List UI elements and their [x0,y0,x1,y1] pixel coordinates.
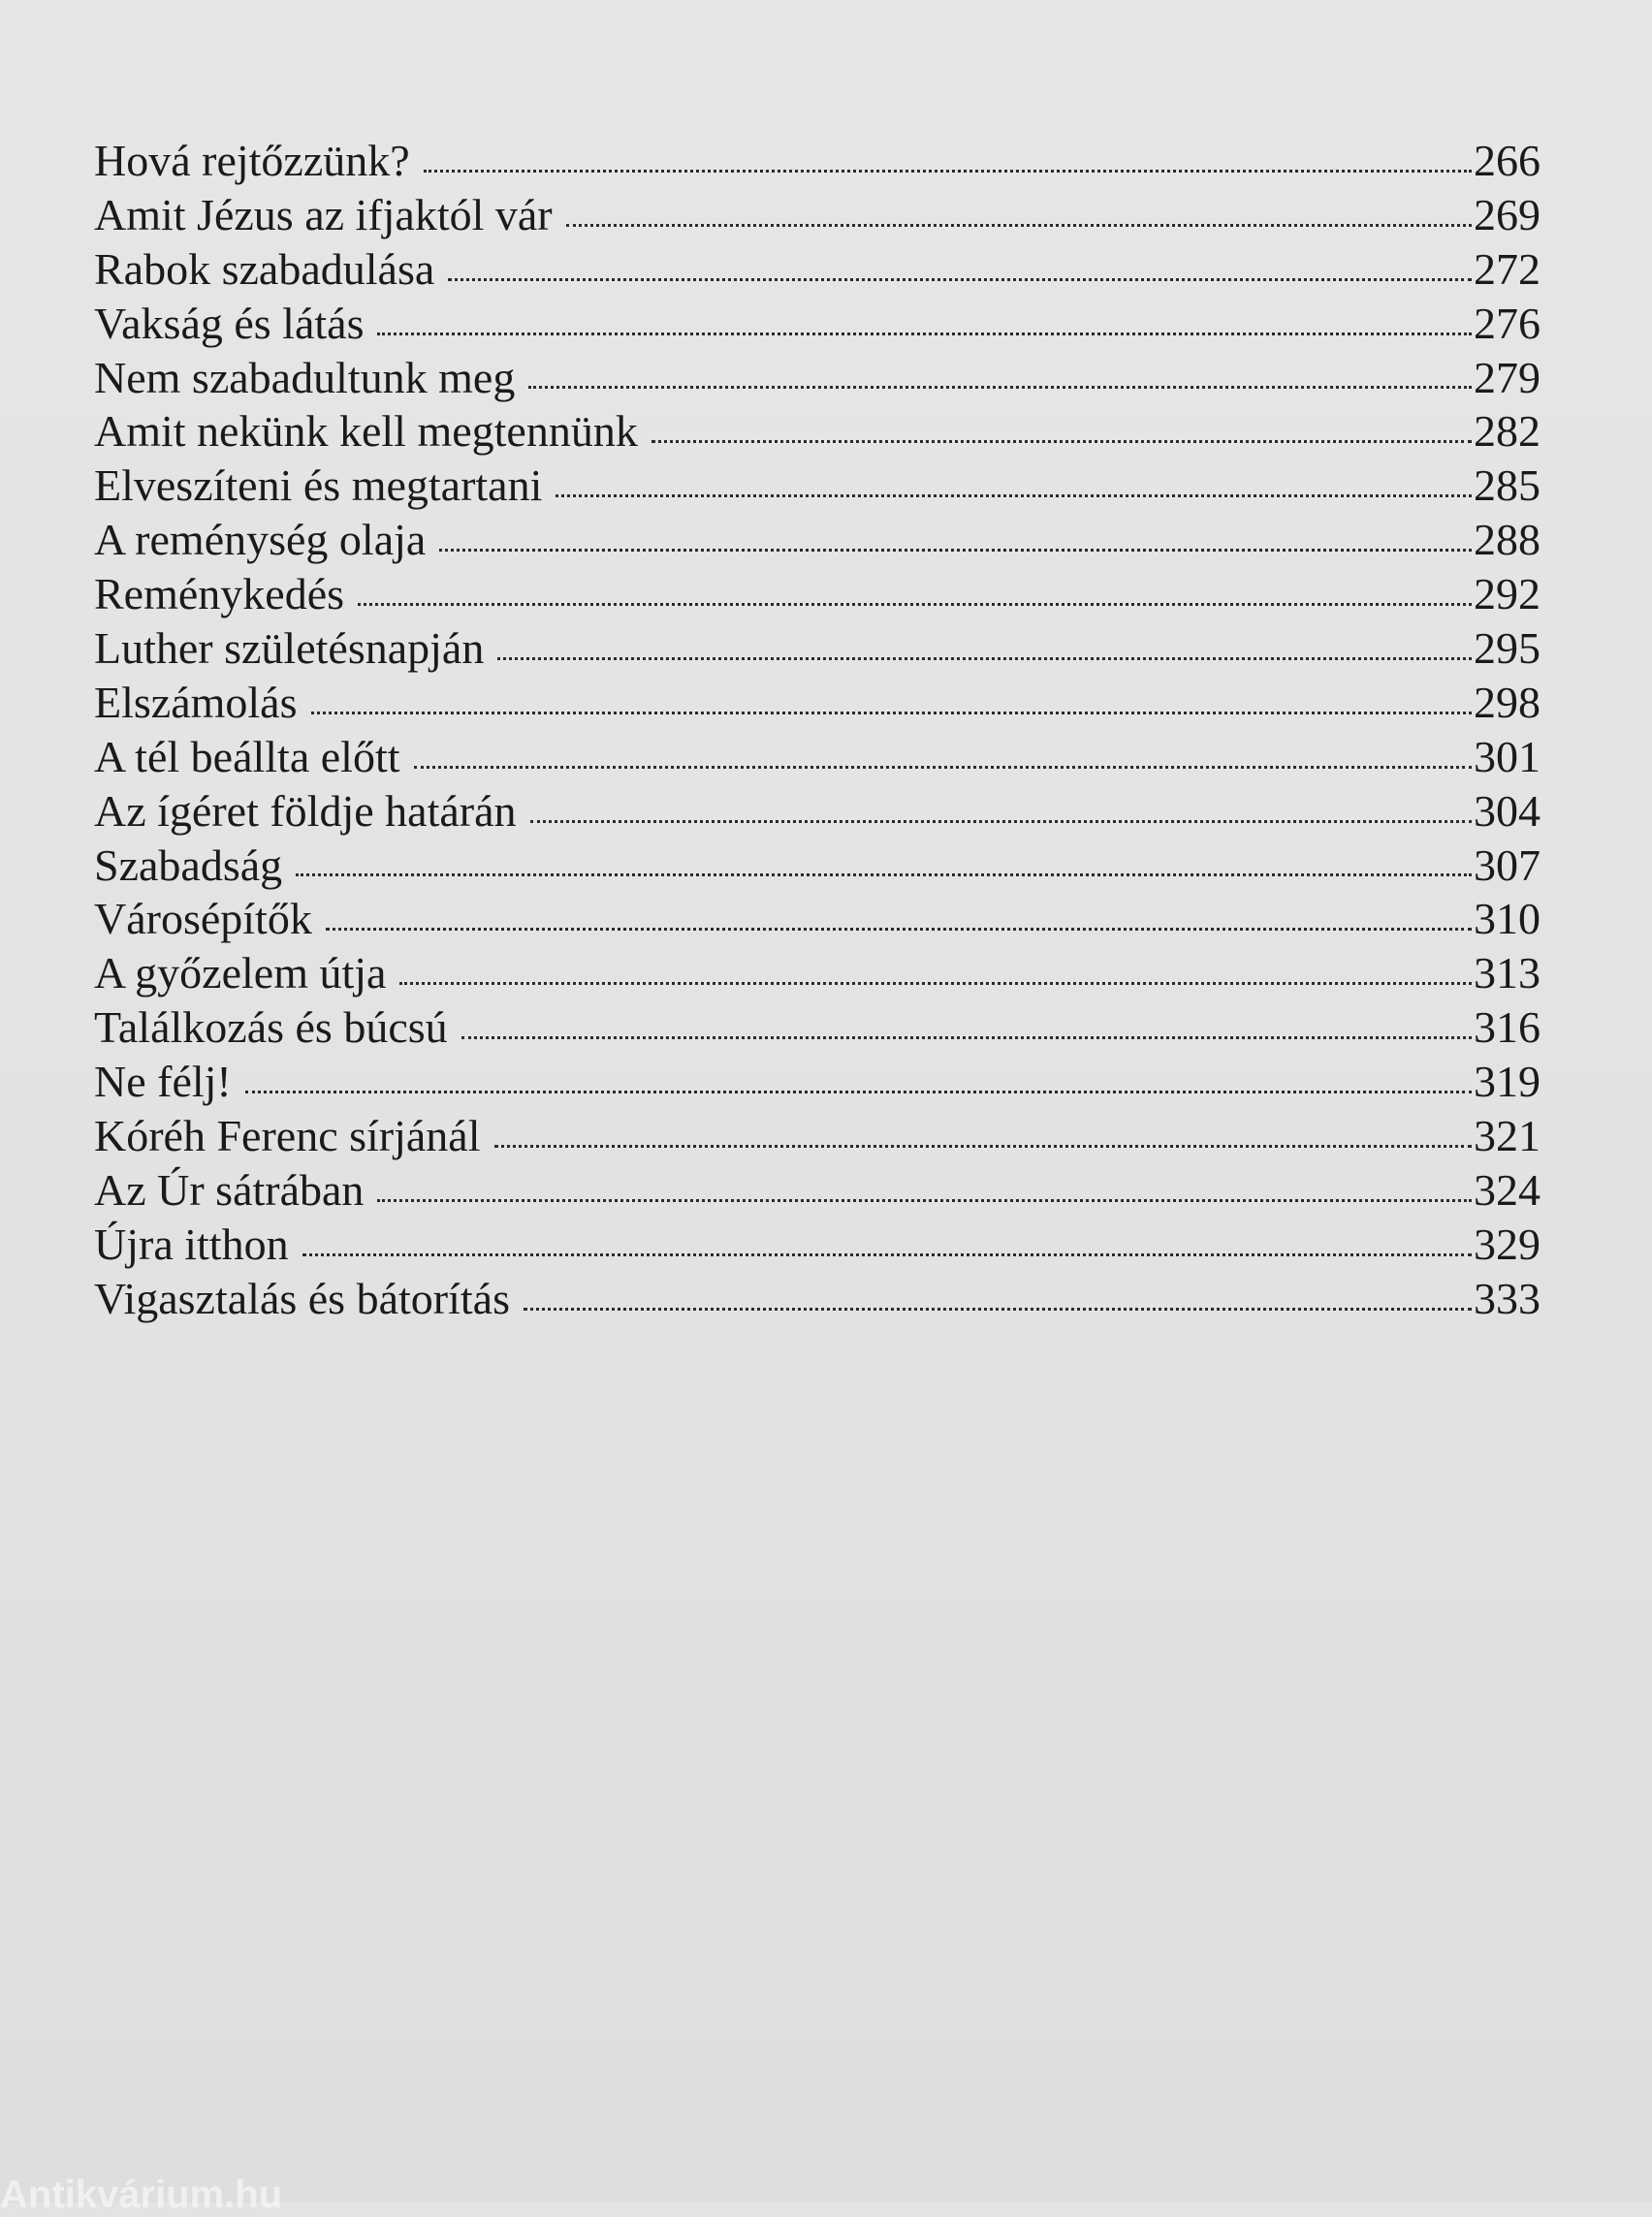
dot-leader [377,333,1472,335]
dot-leader [311,712,1473,714]
toc-entry-title: Az Úr sátrában [94,1164,365,1215]
toc-entry-page-number: 292 [1474,569,1541,619]
toc-entry-title: A győzelem útja [94,948,387,998]
toc-entry-title: Vigasztalás és bátorítás [94,1273,510,1323]
toc-entry-title: Rabok szabadulása [94,243,435,294]
toc-entry [94,784,1541,839]
toc-entry-page-number: 279 [1474,352,1541,402]
toc-entry [94,1109,1541,1163]
dot-leader [377,1199,1472,1202]
toc-entry-title: Újra itthon [94,1219,289,1269]
toc-entry [94,730,1541,784]
toc-entry [94,1055,1541,1109]
toc-entry-page-number: 319 [1474,1057,1541,1107]
toc-entry-page-number: 301 [1474,731,1541,781]
toc-entry [94,351,1541,405]
toc-entry-title: Az ígéret földje határán [94,785,517,836]
toc-entry-page-number: 288 [1474,515,1541,565]
toc-entry [94,1000,1541,1055]
dot-leader [528,386,1472,389]
toc-entry [94,567,1541,621]
toc-entry-title: Elveszíteni és megtartani [94,460,543,511]
toc-entry [94,1272,1541,1326]
toc-entry-page-number: 269 [1474,189,1541,239]
dot-leader [651,440,1472,443]
toc-entry [94,946,1541,1000]
toc-entry-page-number: 333 [1474,1273,1541,1323]
toc-entry-page-number: 276 [1474,298,1541,348]
toc-entry-title: Amit nekünk kell megtennünk [94,406,638,457]
toc-entry-page-number: 266 [1474,136,1541,185]
toc-entry-page-number: 310 [1474,894,1541,944]
toc-entry [94,621,1541,676]
dot-leader [439,549,1472,552]
dot-leader [494,1145,1472,1148]
toc-entry-title: A reménység olaja [94,515,427,565]
dot-leader [302,1253,1472,1256]
toc-entry-title: Elszámolás [94,677,298,727]
toc-entry-page-number: 295 [1474,623,1541,674]
toc-entry-title: Luther születésnapján [94,623,485,674]
toc-entry-title: Nem szabadultunk meg [94,352,516,402]
toc-entry [94,459,1541,513]
toc-entry-page-number: 321 [1474,1111,1541,1161]
toc-entry-title: Városépítők [94,894,312,944]
dot-leader [414,766,1472,769]
toc-entry-title: Találkozás és búcsú [94,1002,448,1053]
watermark: Antikvárium.hu [0,2173,283,2216]
toc-entry [94,1163,1541,1218]
table-of-contents [94,134,1541,1326]
toc-entry-title: Hová rejtőzzünk? [94,136,410,185]
toc-entry-title: Vakság és látás [94,298,365,348]
dot-leader [245,1091,1472,1093]
toc-entry [94,839,1541,893]
toc-entry-title: Ne félj! [94,1057,232,1107]
toc-entry-page-number: 298 [1474,677,1541,727]
toc-entry-page-number: 324 [1474,1164,1541,1215]
toc-entry-title: Reménykedés [94,569,345,619]
dot-leader [497,657,1472,660]
toc-entry-title: A tél beállta előtt [94,731,400,781]
dot-leader [296,873,1472,876]
dot-leader [448,278,1472,281]
toc-entry [94,676,1541,730]
toc-entry-page-number: 316 [1474,1002,1541,1053]
toc-entry-title: Szabadság [94,839,283,890]
dot-leader [399,982,1472,985]
dot-leader [530,820,1473,823]
dot-leader [556,494,1472,497]
toc-entry-page-number: 313 [1474,948,1541,998]
toc-entry-title: Kóréh Ferenc sírjánál [94,1111,481,1161]
toc-entry [94,1218,1541,1272]
toc-entry [94,297,1541,351]
toc-entry-page-number: 304 [1474,785,1541,836]
toc-entry-page-number: 272 [1474,243,1541,294]
dot-leader [524,1308,1472,1311]
toc-entry-page-number: 282 [1474,406,1541,457]
toc-entry [94,513,1541,567]
toc-entry [94,188,1541,242]
toc-entry-page-number: 307 [1474,839,1541,890]
toc-entry-page-number: 329 [1474,1219,1541,1269]
dot-leader [424,170,1472,173]
toc-entry-page-number: 285 [1474,460,1541,511]
dot-leader [326,928,1472,931]
dot-leader [358,603,1472,606]
dot-leader [566,224,1472,227]
toc-entry [94,242,1541,297]
dot-leader [461,1036,1472,1039]
toc-entry [94,404,1541,459]
toc-entry [94,892,1541,946]
toc-entry-title: Amit Jézus az ifjaktól vár [94,189,553,239]
toc-entry [94,134,1541,188]
